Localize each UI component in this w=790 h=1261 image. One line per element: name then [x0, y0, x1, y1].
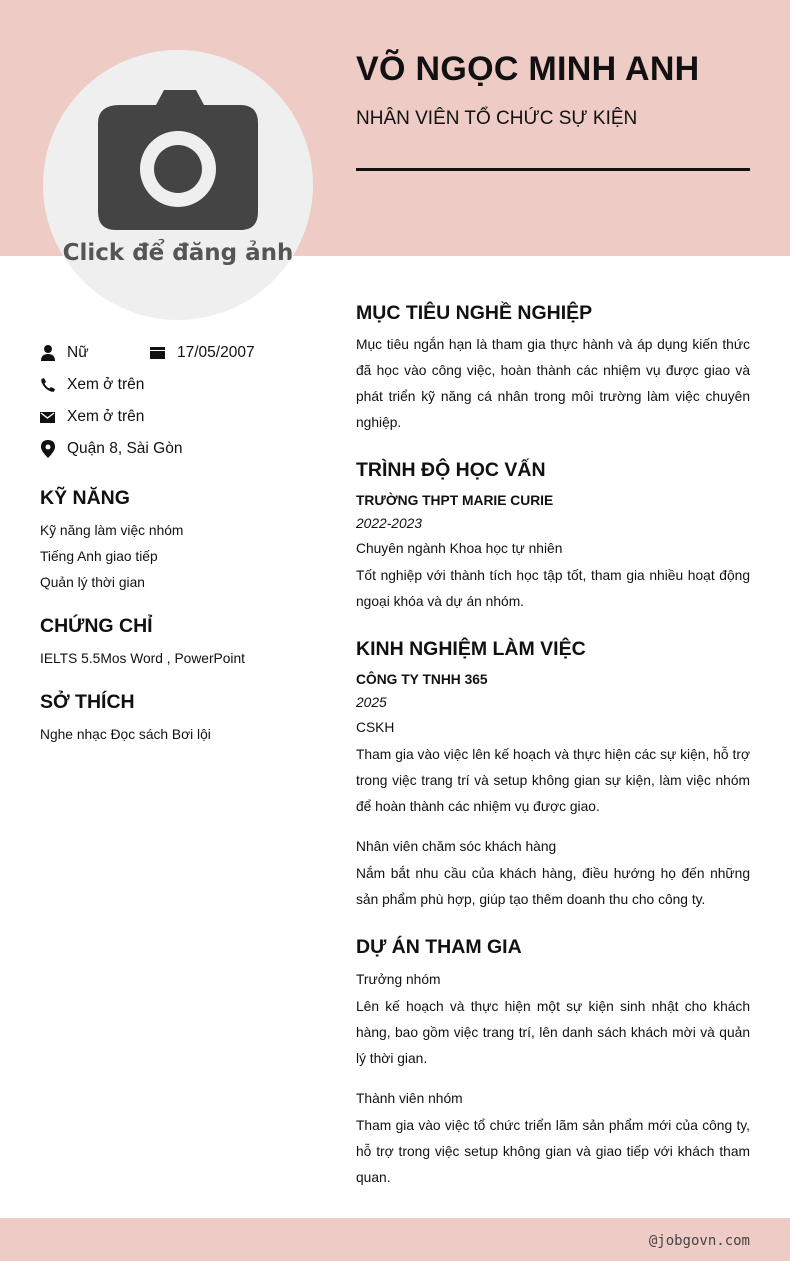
email-value: Xem ở trên [67, 408, 145, 425]
phone-row [40, 374, 144, 396]
address-value: Quận 8, Sài Gòn [67, 440, 183, 457]
calendar-icon [150, 344, 165, 362]
education-heading: TRÌNH ĐỘ HỌC VẤN [356, 459, 546, 481]
project-description: Tham gia vào việc tổ chức triển lãm sản phẩm mới của công ty, hỗ trợ trong việc setup không gian và giao tiếp với khách tham quan. [356, 1118, 750, 1185]
experience-description: Nắm bắt nhu cầu của khách hàng, điều hướng họ đến những sản phẩm phù hợp, giúp tạo thêm doanh thu cho công ty. [356, 866, 750, 907]
certificates-text: IELTS 5.5Mos Word , PowerPoint [40, 651, 245, 666]
projects-heading: DỰ ÁN THAM GIA [356, 936, 522, 958]
gender-value: Nữ [67, 344, 89, 361]
experience-role: CSKH [356, 720, 395, 735]
job-title: NHÂN VIÊN TỔ CHỨC SỰ KIỆN [356, 108, 638, 129]
photo-upload[interactable] [43, 50, 313, 320]
skill-item: Quản lý thời gian [40, 575, 145, 590]
experience-year: 2025 [356, 695, 387, 710]
title-divider [356, 168, 750, 171]
objective-text: Mục tiêu ngắn hạn là tham gia thực hành và áp dụng kiến thức đã học vào công việc, hoàn thành các nhiệm vụ được giao và phát triển kỹ năng cá nhân trong môi trường làm việc chuyên nghiệp. [356, 337, 750, 430]
camera-icon [98, 90, 258, 230]
project-role: Trưởng nhóm [356, 972, 441, 987]
location-pin-icon [40, 440, 55, 458]
experience-description: Tham gia vào việc lên kế hoạch và thực hiện các sự kiện, hỗ trợ trong việc trang trí và setup không gian sự kiện, làm việc nhóm để hoàn thành các nhiệm vụ được giao. [356, 747, 750, 814]
skill-item: Tiếng Anh giao tiếp [40, 549, 158, 564]
birthdate-value: 17/05/2007 [177, 344, 255, 361]
mail-icon [40, 408, 55, 426]
footer-credit: @jobgovn.com [648, 1233, 750, 1249]
skill-item: Kỹ năng làm việc nhóm [40, 523, 184, 538]
birthdate-row [150, 342, 255, 364]
education-major: Chuyên ngành Khoa học tự nhiên [356, 541, 563, 556]
hobbies-text: Nghe nhạc Đọc sách Bơi lội [40, 727, 211, 742]
company-name: CÔNG TY TNHH 365 [356, 672, 488, 687]
experience-heading: KINH NGHIỆM LÀM VIỆC [356, 638, 586, 660]
hobbies-heading: SỞ THÍCH [40, 691, 135, 713]
education-description: Tốt nghiệp với thành tích học tập tốt, tham gia nhiều hoạt động ngoại khóa và dự án nhóm. [356, 568, 750, 609]
objective-heading: MỤC TIÊU NGHỀ NGHIỆP [356, 302, 593, 324]
address-row [40, 438, 182, 460]
school-name: TRƯỜNG THPT MARIE CURIE [356, 493, 554, 508]
phone-icon [40, 376, 55, 394]
candidate-name: VÕ NGỌC MINH ANH [356, 50, 700, 88]
email-row [40, 406, 144, 428]
phone-value: Xem ở trên [67, 376, 145, 393]
project-role: Thành viên nhóm [356, 1091, 463, 1106]
education-period: 2022-2023 [356, 516, 422, 531]
photo-upload-label: Click để đăng ảnh [62, 240, 294, 266]
person-icon [40, 344, 55, 362]
experience-role: Nhân viên chăm sóc khách hàng [356, 839, 557, 854]
project-description: Lên kế hoạch và thực hiện một sự kiện sinh nhật cho khách hàng, bao gồm việc trang trí, lên danh sách khách mời và quản lý thời gian. [356, 999, 750, 1066]
gender-row [40, 342, 89, 364]
certificates-heading: CHỨNG CHỈ [40, 615, 153, 637]
skills-heading: KỸ NĂNG [40, 487, 130, 509]
